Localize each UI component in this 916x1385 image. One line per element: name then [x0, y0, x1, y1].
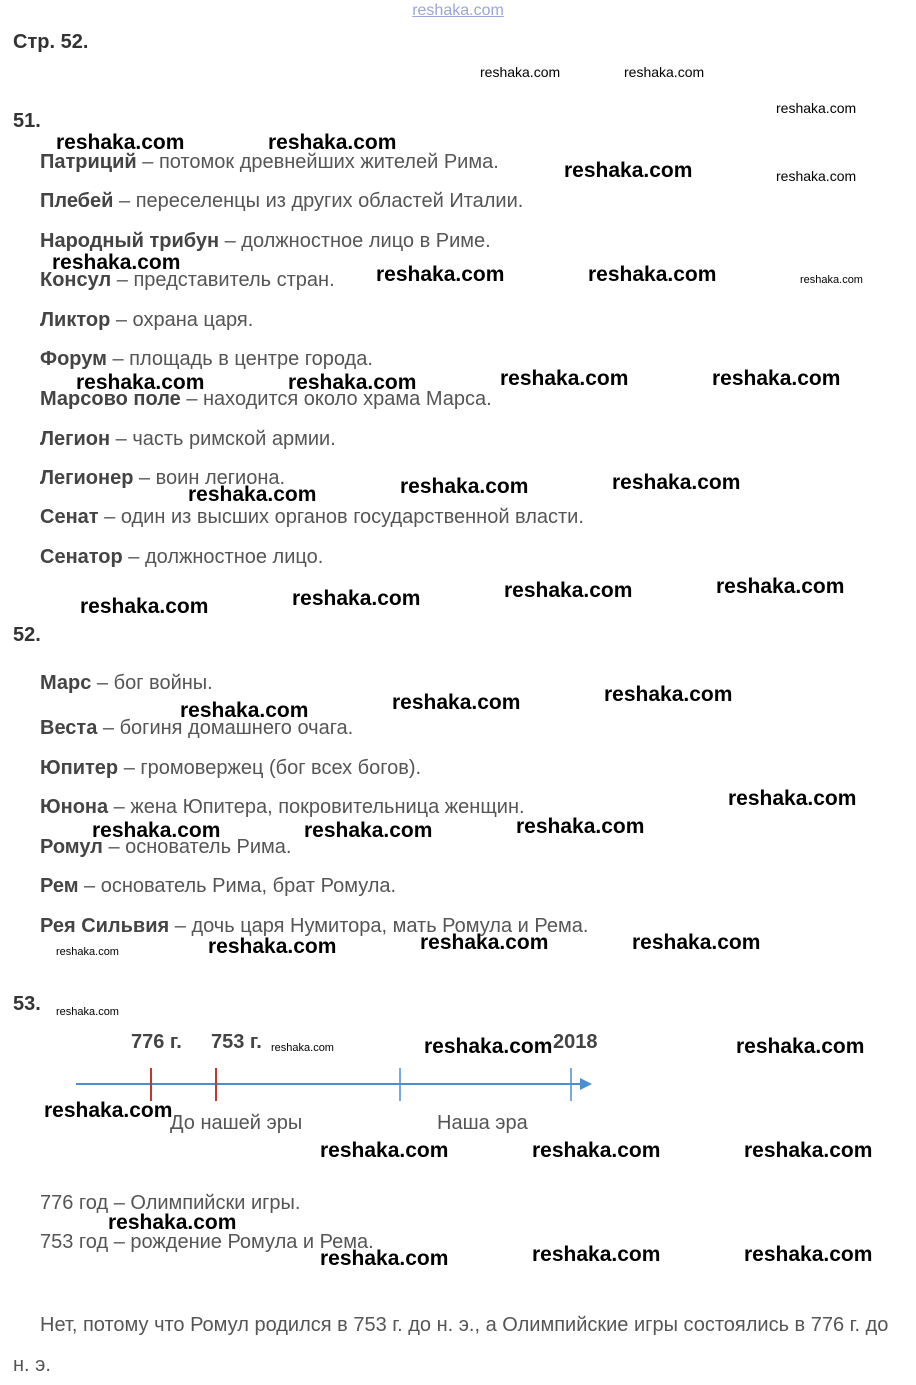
entry-definition: – основатель Рима, брат Ромула.: [78, 875, 397, 897]
entry-definition: – должностное лицо в Риме.: [219, 230, 491, 252]
entry-term: Юпитер: [40, 757, 119, 779]
entry-tribune: [40, 229, 491, 253]
watermark: reshaka.com: [744, 1243, 873, 1266]
watermark: reshaka.com: [268, 131, 397, 154]
watermark: reshaka.com: [424, 1035, 553, 1058]
watermark: reshaka.com: [400, 475, 529, 498]
entry-definition: – находится около храма Марса.: [180, 388, 492, 410]
entry-term: Веста: [40, 717, 98, 739]
timeline-label-753: 753 г.: [211, 1031, 262, 1053]
timeline-era-ad: Наша эра: [437, 1112, 528, 1134]
entry-definition: – богиня домашнего очага.: [97, 717, 354, 739]
entry-term: Народный трибун: [40, 230, 220, 252]
entry-term: Форум: [40, 348, 107, 370]
entry-definition: – должностное лицо.: [122, 546, 324, 568]
watermark: reshaka.com: [80, 595, 209, 618]
watermark: reshaka.com: [728, 787, 857, 810]
watermark: reshaka.com: [532, 1243, 661, 1266]
watermark: reshaka.com: [632, 931, 761, 954]
watermark: reshaka.com: [564, 159, 693, 182]
watermark: reshaka.com: [516, 815, 645, 838]
watermark: reshaka.com: [776, 168, 857, 184]
watermark: reshaka.com: [500, 367, 629, 390]
watermark: reshaka.com: [376, 263, 505, 286]
entry-definition: – охрана царя.: [110, 309, 254, 331]
timeline-label-2018: 2018: [553, 1031, 598, 1053]
watermark: reshaka.com: [712, 367, 841, 390]
watermark: reshaka.com: [588, 263, 717, 286]
entry-term: Рем: [40, 875, 79, 897]
watermark: reshaka.com: [624, 64, 705, 80]
watermark: reshaka.com: [420, 931, 549, 954]
fact-line-753: 753 год – рождение Ромула и Рема.: [40, 1231, 374, 1253]
entry-definition: – бог войны.: [91, 672, 213, 694]
entry-jupiter: [40, 756, 421, 780]
entry-plebeian: [40, 189, 523, 213]
entry-term: Легионер: [40, 467, 134, 489]
watermark: reshaka.com: [736, 1035, 865, 1058]
watermark: reshaka.com: [532, 1139, 661, 1162]
watermark: reshaka.com: [288, 371, 417, 394]
entry-remus: [40, 874, 396, 898]
entry-definition: – представитель стран.: [111, 269, 335, 291]
watermark: reshaka.com: [320, 1139, 449, 1162]
answer-paragraph: [13, 1305, 908, 1385]
watermark: reshaka.com: [504, 579, 633, 602]
watermark: reshaka.com: [800, 274, 863, 286]
entry-lictor: [40, 308, 253, 332]
site-link[interactable]: reshaka.com: [412, 2, 504, 19]
timeline-label-776: 776 г.: [131, 1031, 182, 1053]
timeline-arrowhead: [580, 1078, 592, 1090]
entry-definition: – часть римской армии.: [110, 428, 336, 450]
entry-term: Марсово поле: [40, 388, 181, 410]
entry-term: Юнона: [40, 796, 109, 818]
section-53-number: 53.: [13, 993, 41, 1015]
timeline-era-bc: До нашей эры: [170, 1112, 303, 1134]
watermark: reshaka.com: [76, 371, 205, 394]
entry-term: Консул: [40, 269, 112, 291]
fact-line-776: 776 год – Олимпийски игры.: [40, 1192, 301, 1214]
watermark: reshaka.com: [56, 1006, 119, 1018]
watermark: reshaka.com: [271, 1042, 334, 1054]
entry-term: Патриций: [40, 151, 137, 173]
watermark: reshaka.com: [180, 699, 309, 722]
watermark: reshaka.com: [52, 251, 181, 274]
watermark: reshaka.com: [108, 1211, 237, 1234]
watermark: reshaka.com: [392, 691, 521, 714]
watermark: reshaka.com: [44, 1099, 173, 1122]
watermark: reshaka.com: [92, 819, 221, 842]
entry-definition: – воин легиона.: [133, 467, 286, 489]
entry-definition: – один из высших органов государственной власти.: [98, 506, 584, 528]
watermark: reshaka.com: [292, 587, 421, 610]
watermark: reshaka.com: [776, 100, 857, 116]
entry-senator: [40, 545, 323, 569]
section-52-number: 52.: [13, 624, 41, 646]
entry-forum: [40, 347, 373, 371]
watermark: reshaka.com: [304, 819, 433, 842]
entry-definition: – дочь царя Нумитора, мать Ромула и Рема.: [169, 915, 589, 937]
watermark: reshaka.com: [744, 1139, 873, 1162]
entry-term: Сенатор: [40, 546, 123, 568]
watermark: reshaka.com: [56, 946, 119, 958]
entry-mars: [40, 671, 213, 695]
page-title: Стр. 52.: [13, 31, 89, 53]
entry-term: Легион: [40, 428, 111, 450]
watermark: reshaka.com: [188, 483, 317, 506]
entry-juno: [40, 795, 525, 819]
entry-definition: – основатель Рима.: [102, 836, 292, 858]
entry-term: Марс: [40, 672, 92, 694]
entry-term: Ромул: [40, 836, 103, 858]
section-51-number: 51.: [13, 110, 41, 132]
entry-definition: – переселенцы из других областей Италии.: [113, 190, 524, 212]
watermark: reshaka.com: [480, 64, 561, 80]
watermark: reshaka.com: [604, 683, 733, 706]
watermark: reshaka.com: [320, 1247, 449, 1270]
entry-definition: – потомок древнейших жителей Рима.: [136, 151, 499, 173]
entry-term: Рея Сильвия: [40, 915, 170, 937]
watermark: reshaka.com: [56, 131, 185, 154]
entry-definition: – жена Юпитера, покровительница женщин.: [108, 796, 525, 818]
watermark: reshaka.com: [716, 575, 845, 598]
watermark: reshaka.com: [208, 935, 337, 958]
entry-senate: [40, 505, 584, 529]
entry-term: Сенат: [40, 506, 99, 528]
entry-legion: [40, 427, 336, 451]
watermark: reshaka.com: [612, 471, 741, 494]
answer-text: Нет, потому что Ромул родился в 753 г. до н. э., а Олимпийские игры состоялись в 776 г. до н. э.: [13, 1314, 889, 1376]
entry-term: Плебей: [40, 190, 114, 212]
entry-definition: – площадь в центре города.: [106, 348, 373, 370]
entry-term: Ликтор: [40, 309, 111, 331]
entry-definition: – громовержец (бог всех богов).: [118, 757, 422, 779]
